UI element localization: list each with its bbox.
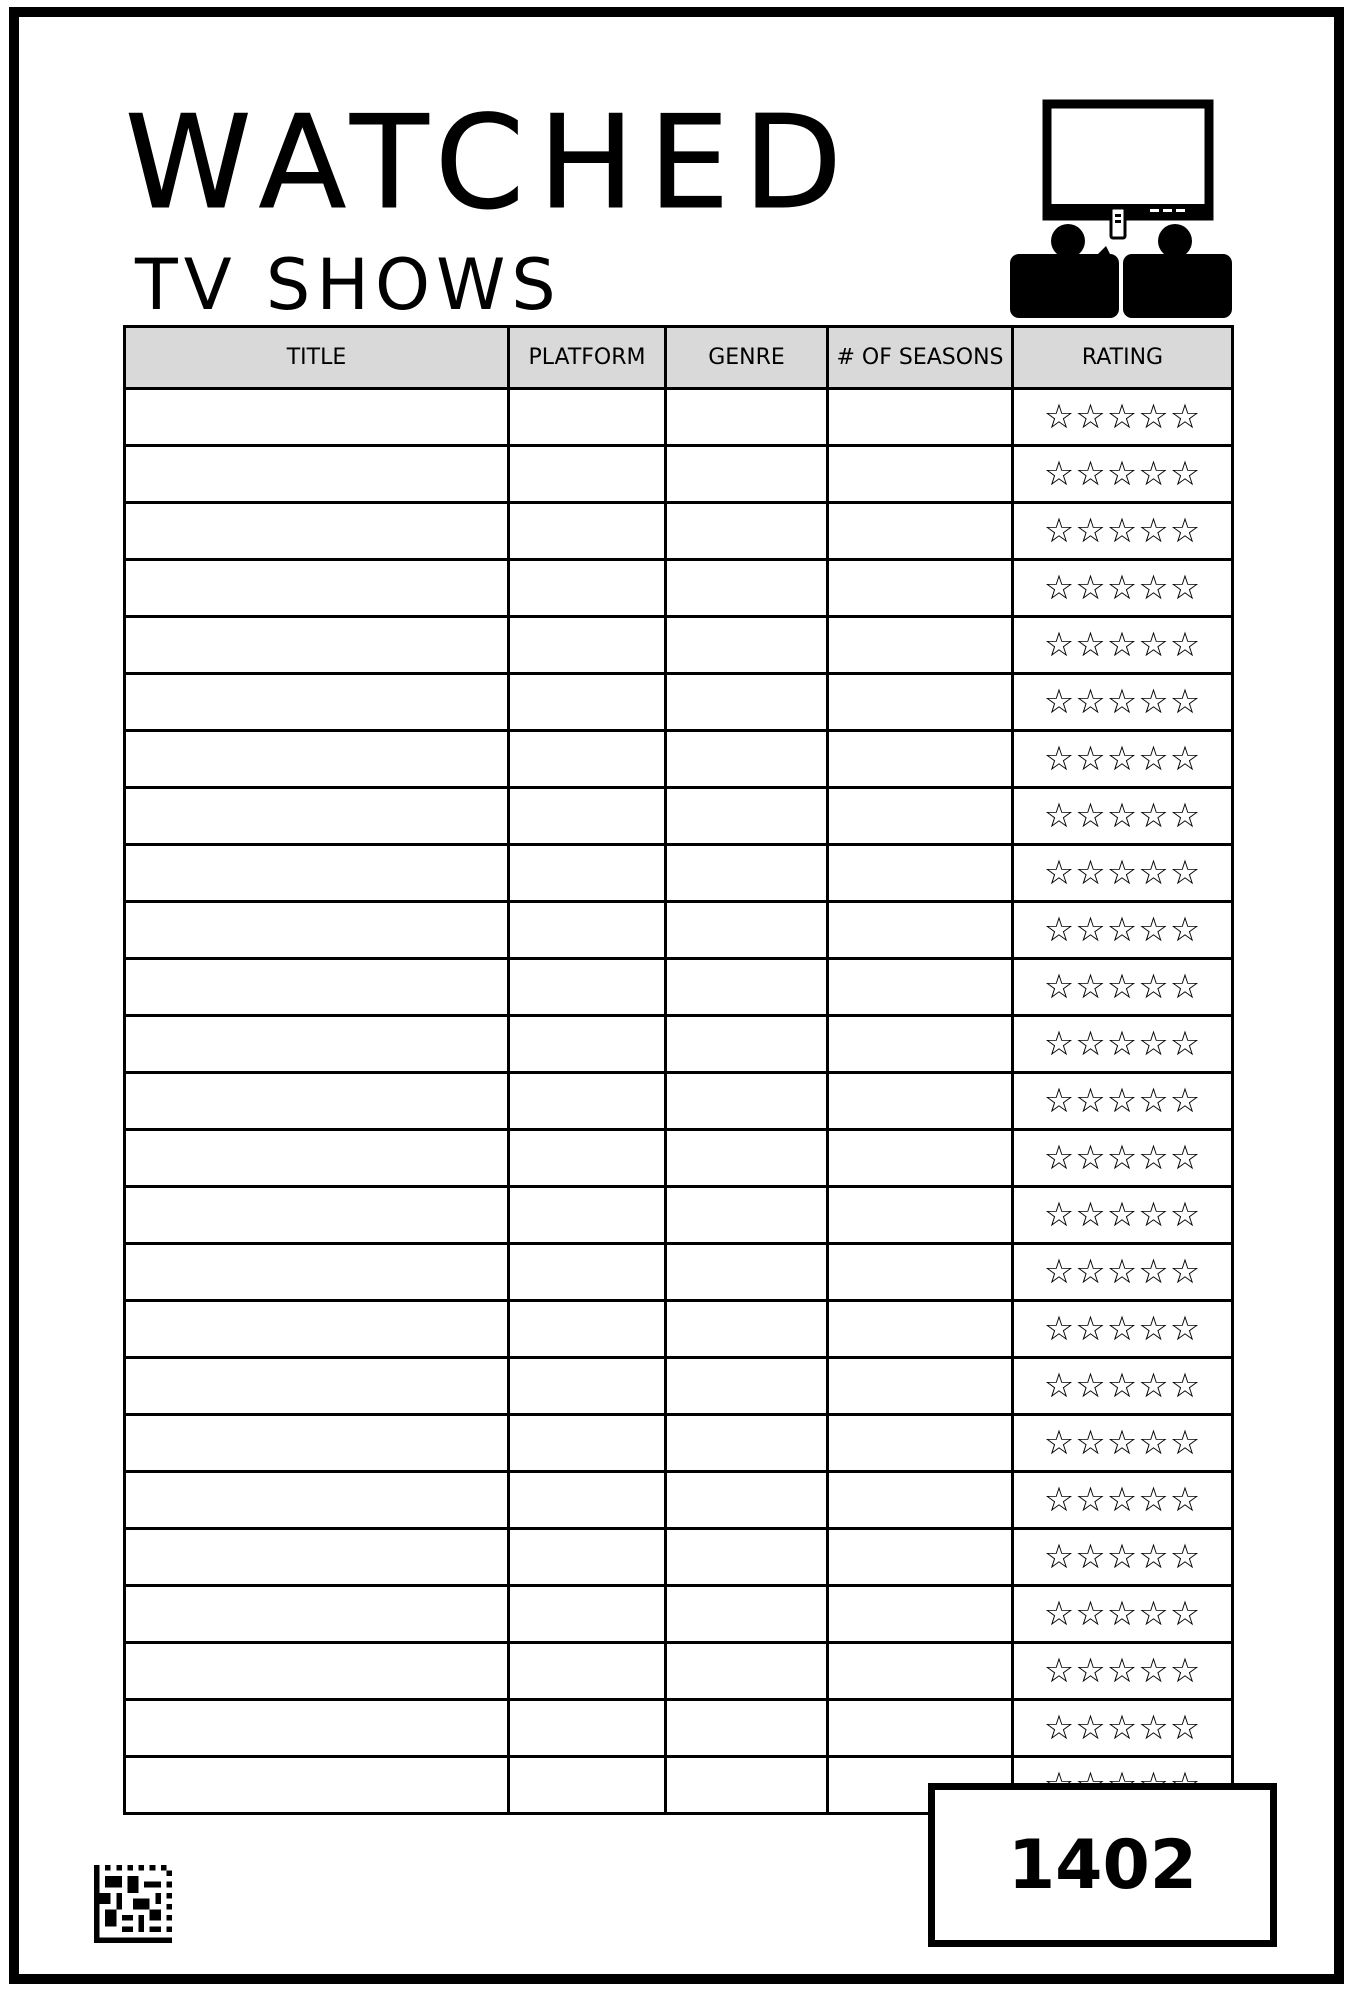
genre-cell[interactable]: [666, 560, 828, 617]
seasons-cell[interactable]: [828, 902, 1013, 959]
table-row: [125, 1415, 1233, 1472]
seasons-cell[interactable]: [828, 1130, 1013, 1187]
genre-cell[interactable]: [666, 1415, 828, 1472]
platform-cell[interactable]: [509, 389, 666, 446]
seasons-cell[interactable]: [828, 1472, 1013, 1529]
title-cell[interactable]: [125, 1244, 509, 1301]
seasons-cell[interactable]: [828, 1643, 1013, 1700]
seasons-cell[interactable]: [828, 503, 1013, 560]
genre-cell[interactable]: [666, 1700, 828, 1757]
genre-cell[interactable]: [666, 1472, 828, 1529]
table-row: [125, 845, 1233, 902]
column-header-title: TITLE: [125, 327, 509, 389]
table-row: [125, 389, 1233, 446]
platform-cell[interactable]: [509, 1757, 666, 1814]
title-cell[interactable]: [125, 1130, 509, 1187]
seasons-cell[interactable]: [828, 788, 1013, 845]
genre-cell[interactable]: [666, 1643, 828, 1700]
platform-cell[interactable]: [509, 503, 666, 560]
seasons-cell[interactable]: [828, 845, 1013, 902]
page-number-box: [928, 1783, 1277, 1947]
rating-stars[interactable]: ☆☆☆☆☆: [1013, 788, 1233, 845]
rating-stars[interactable]: ☆☆☆☆☆: [1013, 1472, 1233, 1529]
platform-cell[interactable]: [509, 617, 666, 674]
seasons-cell[interactable]: [828, 1073, 1013, 1130]
title-cell[interactable]: [125, 674, 509, 731]
rating-stars[interactable]: ☆☆☆☆☆: [1013, 617, 1233, 674]
tv-shows-table: [123, 325, 1234, 1815]
table-row: [125, 617, 1233, 674]
seasons-cell[interactable]: [828, 959, 1013, 1016]
platform-cell[interactable]: [509, 1586, 666, 1643]
platform-cell[interactable]: [509, 731, 666, 788]
title-cell[interactable]: [125, 1586, 509, 1643]
genre-cell[interactable]: [666, 1016, 828, 1073]
seasons-cell[interactable]: [828, 1244, 1013, 1301]
table-row: [125, 1016, 1233, 1073]
genre-cell[interactable]: [666, 389, 828, 446]
rating-stars[interactable]: ☆☆☆☆☆: [1013, 1016, 1233, 1073]
page-subtitle: TV SHOWS: [135, 244, 562, 326]
platform-cell[interactable]: [509, 959, 666, 1016]
rating-stars[interactable]: ☆☆☆☆☆: [1013, 503, 1233, 560]
rating-stars[interactable]: ☆☆☆☆☆: [1013, 902, 1233, 959]
seasons-cell[interactable]: [828, 674, 1013, 731]
title-cell[interactable]: [125, 1643, 509, 1700]
platform-cell[interactable]: [509, 1529, 666, 1586]
title-cell[interactable]: [125, 902, 509, 959]
table-row: [125, 1586, 1233, 1643]
genre-cell[interactable]: [666, 617, 828, 674]
seasons-cell[interactable]: [828, 1187, 1013, 1244]
seasons-cell[interactable]: [828, 1529, 1013, 1586]
seasons-cell[interactable]: [828, 1700, 1013, 1757]
genre-cell[interactable]: [666, 503, 828, 560]
rating-stars[interactable]: ☆☆☆☆☆: [1013, 1187, 1233, 1244]
title-cell[interactable]: [125, 389, 509, 446]
seasons-cell[interactable]: [828, 1415, 1013, 1472]
title-cell[interactable]: [125, 1073, 509, 1130]
table-row: [125, 1700, 1233, 1757]
title-cell[interactable]: [125, 560, 509, 617]
genre-cell[interactable]: [666, 1301, 828, 1358]
tv-viewers-icon: [1010, 98, 1250, 320]
rating-stars[interactable]: ☆☆☆☆☆: [1013, 1358, 1233, 1415]
rating-stars[interactable]: ☆☆☆☆☆: [1013, 959, 1233, 1016]
rating-stars[interactable]: ☆☆☆☆☆: [1013, 1586, 1233, 1643]
table-header-row: [125, 327, 1233, 389]
title-cell[interactable]: [125, 1016, 509, 1073]
table-row: [125, 1073, 1233, 1130]
platform-cell[interactable]: [509, 1244, 666, 1301]
seasons-cell[interactable]: [828, 731, 1013, 788]
table-row: [125, 731, 1233, 788]
rating-stars[interactable]: ☆☆☆☆☆: [1013, 1244, 1233, 1301]
table-row: [125, 503, 1233, 560]
table-row: [125, 1130, 1233, 1187]
page-number: 1402: [1007, 1825, 1198, 1905]
title-cell[interactable]: [125, 731, 509, 788]
title-cell[interactable]: [125, 845, 509, 902]
genre-cell[interactable]: [666, 902, 828, 959]
genre-cell[interactable]: [666, 959, 828, 1016]
column-header-rating: RATING: [1013, 327, 1233, 389]
platform-cell[interactable]: [509, 1472, 666, 1529]
column-header-genre: GENRE: [666, 327, 828, 389]
platform-cell[interactable]: [509, 1187, 666, 1244]
platform-cell[interactable]: [509, 1700, 666, 1757]
title-cell[interactable]: [125, 1700, 509, 1757]
title-cell[interactable]: [125, 617, 509, 674]
platform-cell[interactable]: [509, 788, 666, 845]
genre-cell[interactable]: [666, 1586, 828, 1643]
table-row: [125, 1529, 1233, 1586]
genre-cell[interactable]: [666, 845, 828, 902]
platform-cell[interactable]: [509, 674, 666, 731]
platform-cell[interactable]: [509, 1016, 666, 1073]
seasons-cell[interactable]: [828, 1586, 1013, 1643]
table-row: [125, 1187, 1233, 1244]
table-row: [125, 560, 1233, 617]
title-cell[interactable]: [125, 788, 509, 845]
platform-cell[interactable]: [509, 1073, 666, 1130]
platform-cell[interactable]: [509, 902, 666, 959]
rating-stars[interactable]: ☆☆☆☆☆: [1013, 674, 1233, 731]
title-cell[interactable]: [125, 1472, 509, 1529]
title-cell[interactable]: [125, 959, 509, 1016]
platform-cell[interactable]: [509, 560, 666, 617]
genre-cell[interactable]: [666, 1187, 828, 1244]
genre-cell[interactable]: [666, 674, 828, 731]
rating-stars[interactable]: ☆☆☆☆☆: [1013, 1700, 1233, 1757]
genre-cell[interactable]: [666, 1529, 828, 1586]
title-cell[interactable]: [125, 1529, 509, 1586]
table-row: [125, 446, 1233, 503]
table-row: [125, 788, 1233, 845]
rating-stars[interactable]: ☆☆☆☆☆: [1013, 731, 1233, 788]
table-row: [125, 1643, 1233, 1700]
table-row: [125, 902, 1233, 959]
rating-stars[interactable]: ☆☆☆☆☆: [1013, 1529, 1233, 1586]
rating-stars[interactable]: ☆☆☆☆☆: [1013, 1301, 1233, 1358]
seasons-cell[interactable]: [828, 1301, 1013, 1358]
genre-cell[interactable]: [666, 1244, 828, 1301]
seasons-cell[interactable]: [828, 560, 1013, 617]
genre-cell[interactable]: [666, 1130, 828, 1187]
table-row: [125, 959, 1233, 1016]
column-header-platform: PLATFORM: [509, 327, 666, 389]
table-row: [125, 674, 1233, 731]
seasons-cell[interactable]: [828, 389, 1013, 446]
seasons-cell[interactable]: [828, 1016, 1013, 1073]
title-cell[interactable]: [125, 1301, 509, 1358]
seasons-cell[interactable]: [828, 1358, 1013, 1415]
column-header-seasons: # OF SEASONS: [828, 327, 1013, 389]
rating-stars[interactable]: ☆☆☆☆☆: [1013, 446, 1233, 503]
platform-cell[interactable]: [509, 1415, 666, 1472]
title-cell[interactable]: [125, 1757, 509, 1814]
rating-stars[interactable]: ☆☆☆☆☆: [1013, 1073, 1233, 1130]
platform-cell[interactable]: [509, 1301, 666, 1358]
seasons-cell[interactable]: [828, 617, 1013, 674]
title-cell[interactable]: [125, 503, 509, 560]
platform-cell[interactable]: [509, 1130, 666, 1187]
seasons-cell[interactable]: [828, 446, 1013, 503]
table-row: [125, 1301, 1233, 1358]
genre-cell[interactable]: [666, 1358, 828, 1415]
table-row: [125, 1472, 1233, 1529]
rating-stars[interactable]: ☆☆☆☆☆: [1013, 845, 1233, 902]
genre-cell[interactable]: [666, 731, 828, 788]
genre-cell[interactable]: [666, 446, 828, 503]
rating-stars[interactable]: ☆☆☆☆☆: [1013, 1130, 1233, 1187]
datamatrix-code-icon: [94, 1865, 172, 1943]
title-cell[interactable]: [125, 1415, 509, 1472]
page-title: WATCHED: [125, 89, 856, 238]
platform-cell[interactable]: [509, 1643, 666, 1700]
platform-cell[interactable]: [509, 446, 666, 503]
genre-cell[interactable]: [666, 1757, 828, 1814]
rating-stars[interactable]: ☆☆☆☆☆: [1013, 1415, 1233, 1472]
rating-stars[interactable]: ☆☆☆☆☆: [1013, 560, 1233, 617]
platform-cell[interactable]: [509, 1358, 666, 1415]
title-cell[interactable]: [125, 446, 509, 503]
title-cell[interactable]: [125, 1187, 509, 1244]
genre-cell[interactable]: [666, 1073, 828, 1130]
genre-cell[interactable]: [666, 788, 828, 845]
rating-stars[interactable]: ☆☆☆☆☆: [1013, 389, 1233, 446]
title-cell[interactable]: [125, 1358, 509, 1415]
table-row: [125, 1358, 1233, 1415]
table-row: [125, 1244, 1233, 1301]
platform-cell[interactable]: [509, 845, 666, 902]
rating-stars[interactable]: ☆☆☆☆☆: [1013, 1643, 1233, 1700]
